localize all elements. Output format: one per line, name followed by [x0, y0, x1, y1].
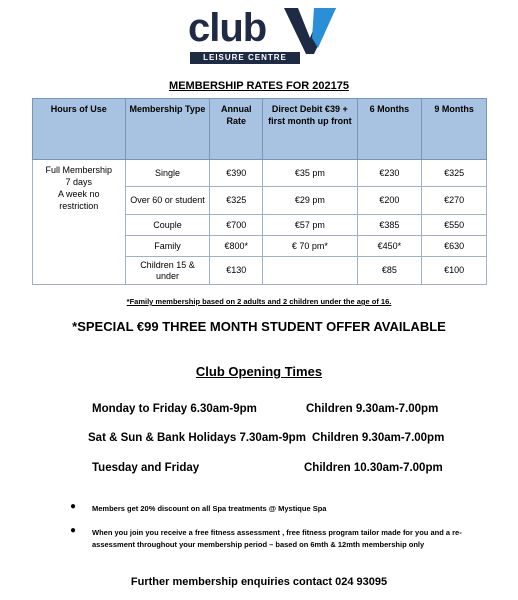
cell-six: €385: [357, 215, 422, 236]
opening-times-title: Club Opening Times: [195, 364, 323, 379]
cell-nine: €270: [422, 187, 487, 215]
header-type: Membership Type: [125, 99, 210, 160]
cell-nine: €630: [422, 236, 487, 257]
bullet-spa-discount: Members get 20% discount on all Spa treatments @ Mystique Spa: [92, 504, 327, 513]
contact-line: Further membership enquiries contact 024 93095: [130, 576, 388, 588]
header-6-months: 6 Months: [357, 99, 422, 160]
cell-six: €200: [357, 187, 422, 215]
cell-annual: €325: [210, 187, 263, 215]
bullet-icon: ●: [70, 501, 77, 512]
opening-children-hours: Children 10.30am-7.00pm: [304, 462, 443, 474]
cell-dd: € 70 pm*: [263, 236, 357, 257]
bullet-icon: ●: [70, 525, 77, 536]
cell-type: Over 60 or student: [125, 187, 210, 215]
family-footnote: *Family membership based on 2 adults and 2 children under the age of 16.: [126, 297, 392, 306]
opening-children-hours: Children 9.30am-7.00pm: [306, 403, 439, 415]
hours-line: 7 days: [65, 177, 93, 187]
hours-line: restriction: [59, 201, 99, 211]
student-offer-banner: *SPECIAL €99 THREE MONTH STUDENT OFFER AVAILABLE: [72, 319, 446, 334]
table-header-row: [33, 99, 487, 160]
cell-type: Family: [125, 236, 210, 257]
cell-six: €85: [357, 257, 422, 285]
cell-dd: €29 pm: [263, 187, 357, 215]
cell-nine: €100: [422, 257, 487, 285]
bullet-fitness-text: When you join you receive a free fitness assessment , free fitness program tailor made for you and a re- assessment throughout your membership period – based on 6mth & 12mth membership only: [92, 528, 462, 549]
header-9-months: 9 Months: [422, 99, 487, 160]
header-annual: Annual Rate: [210, 99, 263, 160]
logo-v-mark: [284, 8, 336, 56]
cell-dd: [263, 257, 357, 285]
hours-of-use-cell: [33, 160, 126, 285]
bullet-fitness-assessment: [92, 527, 468, 551]
table-row: [33, 160, 487, 187]
cell-six: €230: [357, 160, 422, 187]
cell-six: €450*: [357, 236, 422, 257]
membership-rates-table: [32, 98, 487, 285]
cell-type: Single: [125, 160, 210, 187]
cell-annual: €390: [210, 160, 263, 187]
cell-dd: €57 pm: [263, 215, 357, 236]
hours-line: A week no: [58, 189, 100, 199]
opening-adult-hours: Monday to Friday 6.30am-9pm: [92, 403, 257, 415]
opening-adult-hours: Tuesday and Friday: [92, 462, 200, 474]
cell-annual: €800*: [210, 236, 263, 257]
cell-dd: €35 pm: [263, 160, 357, 187]
opening-adult-hours: Sat & Sun & Bank Holidays 7.30am-9pm: [88, 432, 306, 444]
page-title: MEMBERSHIP RATES FOR 202175: [169, 80, 349, 92]
header-hours: Hours of Use: [33, 99, 126, 160]
club-logo: [188, 6, 338, 68]
hours-line: Full Membership: [45, 165, 113, 175]
cell-annual: €130: [210, 257, 263, 285]
logo-wordmark: club: [188, 6, 267, 50]
cell-type: Couple: [125, 215, 210, 236]
cell-nine: €550: [422, 215, 487, 236]
opening-children-hours: Children 9.30am-7.00pm: [312, 432, 445, 444]
header-direct-debit: Direct Debit €39 + first month up front: [263, 99, 357, 160]
cell-nine: €325: [422, 160, 487, 187]
cell-annual: €700: [210, 215, 263, 236]
logo-subtitle: LEISURE CENTRE: [190, 52, 300, 64]
cell-type: Children 15 & under: [125, 257, 210, 285]
